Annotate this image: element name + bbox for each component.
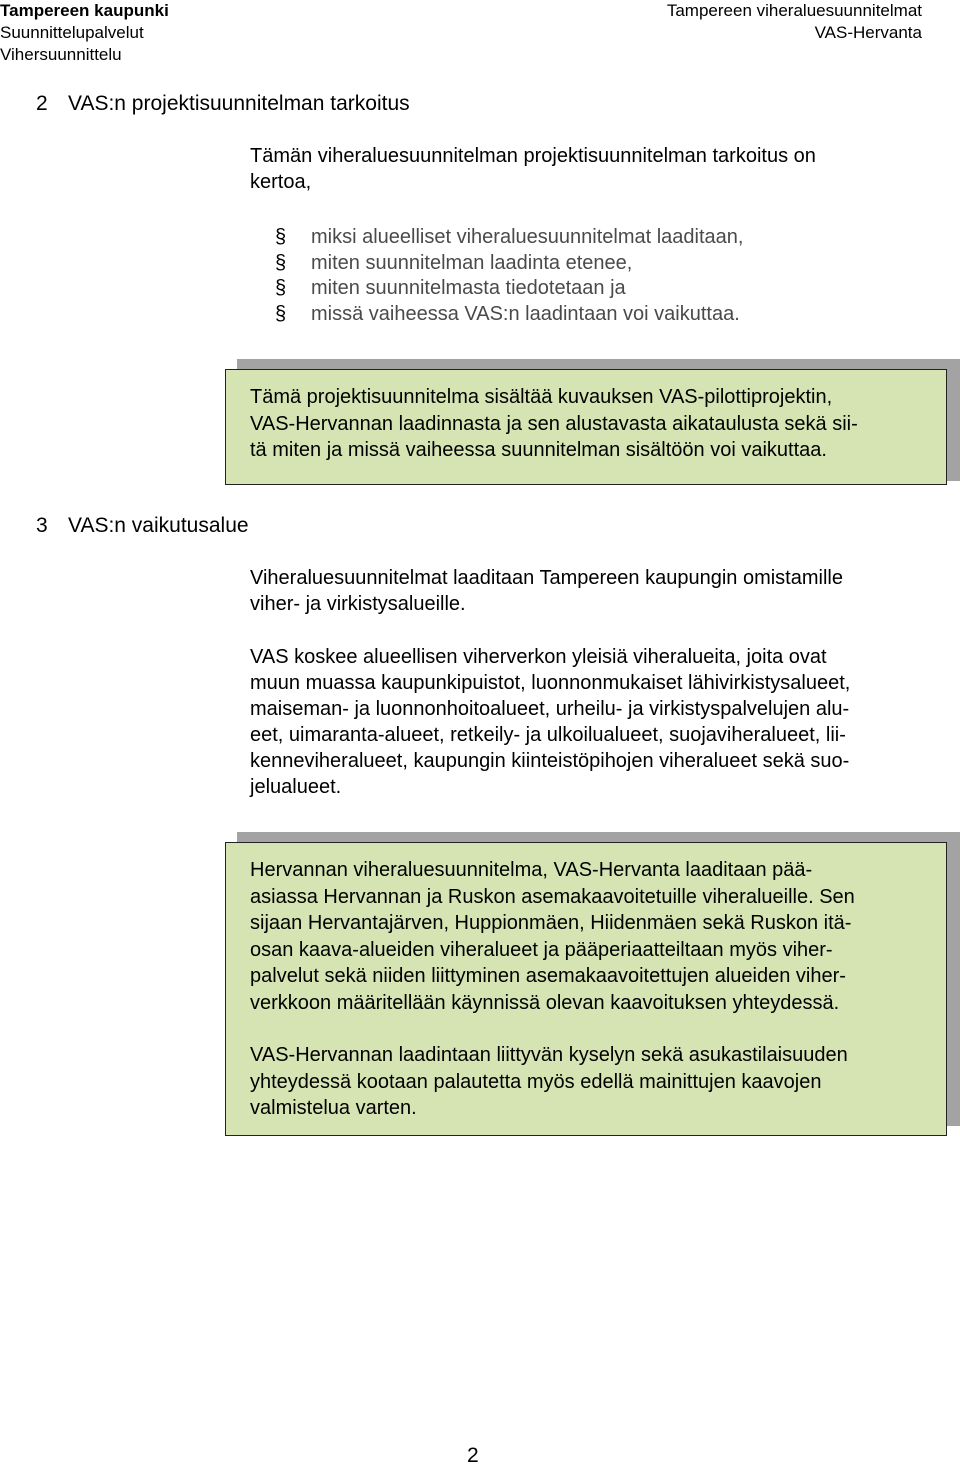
header-dept: Suunnittelupalvelut: [0, 23, 144, 42]
box-line: osan kaava-alueiden viheralueet ja pääperiaatteiltaan myös viher-: [250, 938, 833, 961]
section-3-paragraph-2: [250, 644, 920, 800]
box-line: Hervannan viheraluesuunnitelma, VAS-Hervanta laaditaan pää-: [250, 859, 813, 881]
header-unit: Vihersuunnittelu: [0, 45, 122, 64]
page-header-right: [667, 0, 922, 44]
header-doc-title: Tampereen viheraluesuunnitelmat: [666, 1, 922, 20]
paragraph-line: kenneviheralueet, kaupungin kiinteistöpihojen viheralueet sekä suo-: [250, 750, 850, 772]
list-item: [275, 251, 743, 277]
section-2-title: VAS:n projektisuunnitelman tarkoitus: [68, 92, 410, 115]
box-line: palvelut sekä niiden liittyminen asemakaavoitettujen alueiden viher-: [250, 965, 846, 987]
section-bullet-icon: §: [275, 277, 287, 299]
list-item-text: missä vaiheessa VAS:n laadintaan voi vaikuttaa.: [311, 302, 740, 325]
paragraph-line: viher- ja virkistysalueille.: [250, 593, 466, 615]
box-line: tä miten ja missä vaiheessa suunnitelman sisältöön voi vaikuttaa.: [250, 439, 827, 461]
box-line: VAS-Hervannan laadinnasta ja sen alustavasta aikataulusta sekä sii-: [250, 412, 858, 435]
section-3-heading: [36, 513, 249, 539]
section-2-heading: [36, 91, 410, 117]
box-line: verkkoon määritellään käynnissä olevan kaavoituksen yhteydessä.: [250, 991, 840, 1014]
intro-line: Tämän viheraluesuunnitelman projektisuunnitelman tarkoitus on: [250, 145, 816, 167]
section-2-number: 2: [36, 92, 48, 115]
box-line: valmistelua varten.: [250, 1097, 417, 1119]
list-item: [275, 225, 743, 251]
paragraph-line: jelualueet.: [250, 776, 342, 798]
paragraph-line: maiseman- ja luonnonhoitoalueet, urheilu- ja virkistyspalvelujen alu-: [250, 698, 850, 720]
paragraph-line: muun muassa kaupunkipuistot, luonnonmukaiset lähivirkistysalueet,: [250, 672, 851, 694]
list-item-text: miten suunnitelman laadinta etenee,: [311, 251, 633, 274]
section-bullet-icon: §: [275, 251, 287, 274]
section-2-intro: [250, 143, 920, 195]
paragraph-line: eet, uimaranta-alueet, retkeily- ja ulkoilualueet, suojaviheralueet, lii-: [250, 724, 846, 746]
section-3-title: VAS:n vaikutusalue: [68, 514, 249, 537]
header-org: Tampereen kaupunki: [0, 1, 169, 20]
box-line: asiassa Hervannan ja Ruskon asemakaavoitetuille viheralueille. Sen: [250, 885, 855, 908]
section-bullet-icon: §: [275, 226, 287, 248]
box-line: yhteydessä kootaan palautetta myös edellä mainittujen kaavojen: [250, 1070, 822, 1093]
list-item: [275, 276, 743, 302]
paragraph-line: VAS koskee alueellisen viherverkon yleisiä viheralueita, joita ovat: [250, 646, 827, 668]
list-item-text: miten suunnitelmasta tiedotetaan ja: [311, 277, 626, 299]
info-box-project-plan: [225, 369, 947, 485]
page-number: 2: [467, 1444, 479, 1467]
section-3-number: 3: [36, 514, 48, 537]
list-item-text: miksi alueelliset viheraluesuunnitelmat laaditaan,: [311, 226, 744, 248]
purpose-bullet-list: [275, 225, 743, 327]
section-bullet-icon: §: [275, 302, 287, 325]
box-line: VAS-Hervannan laadintaan liittyvän kyselyn sekä asukastilaisuuden: [250, 1044, 848, 1066]
intro-line: kertoa,: [250, 171, 312, 193]
box-line: Tämä projektisuunnitelma sisältää kuvauksen VAS-pilottiprojektin,: [250, 386, 833, 408]
list-item: [275, 302, 743, 328]
section-3-paragraph-1: [250, 565, 920, 617]
box-line: sijaan Hervantajärven, Huppionmäen, Hiidenmäen sekä Ruskon itä-: [250, 912, 852, 934]
header-doc-subtitle: VAS-Hervanta: [814, 23, 922, 42]
page-header-left: [0, 0, 169, 66]
info-box-hervanta: [225, 842, 947, 1136]
paragraph-line: Viheraluesuunnitelmat laaditaan Tampereen kaupungin omistamille: [250, 567, 843, 589]
